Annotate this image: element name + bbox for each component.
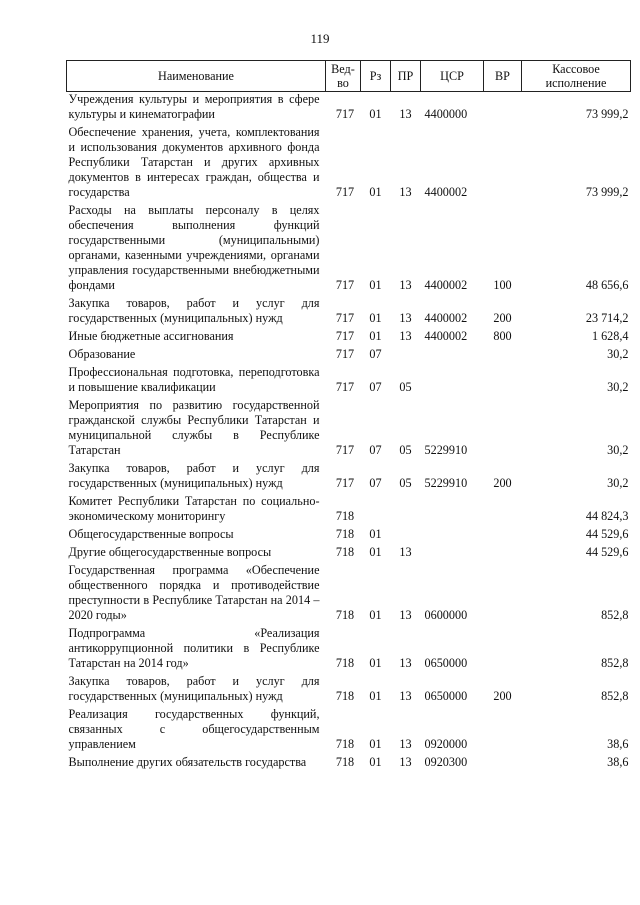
row-vr <box>484 92 522 126</box>
row-pr: 13 <box>399 755 412 769</box>
row-csr: 5229910 <box>424 476 468 490</box>
header-pr: ПР <box>391 61 421 92</box>
table-row <box>67 203 631 296</box>
row-name: Обеспечение хранения, учета, комплектования и использования документов архивного фонда Республики Татарстан и других архивных документов в интересах граждан, общества и государства <box>68 125 320 199</box>
table-row <box>67 92 631 126</box>
row-name: Мероприятия по развитию государственной гражданской службы Республики Татарстан и муниципальной службы в Республике Татарстан <box>68 398 320 457</box>
header-sum <box>522 61 631 92</box>
table-row <box>67 125 631 203</box>
table-row <box>67 626 631 674</box>
row-pr: 13 <box>399 329 412 343</box>
row-csr: 0650000 <box>424 689 468 703</box>
row-ved: 717 <box>335 347 355 361</box>
header-ved-line1: Вед- <box>331 62 355 76</box>
row-name: Учреждения культуры и мероприятия в сфере культуры и кинематографии <box>68 92 320 121</box>
row-name: Закупка товаров, работ и услуг для государственных (муниципальных) нужд <box>68 296 320 325</box>
row-rz: 01 <box>369 689 382 703</box>
row-csr: 4400002 <box>424 278 468 292</box>
page-number: 119 <box>310 31 330 46</box>
row-pr <box>391 527 421 545</box>
row-name: Закупка товаров, работ и услуг для государственных (муниципальных) нужд <box>68 674 320 703</box>
row-csr: 0650000 <box>424 656 468 670</box>
row-vr <box>484 494 522 527</box>
row-name: Образование <box>68 347 136 361</box>
row-ved: 717 <box>335 185 355 199</box>
row-csr <box>421 365 484 398</box>
row-name: Комитет Республики Татарстан по социально-экономическому мониторингу <box>68 494 320 523</box>
row-rz: 07 <box>369 380 382 394</box>
row-sum: 44 824,3 <box>585 509 629 523</box>
row-name: Другие общегосударственные вопросы <box>68 545 272 559</box>
row-csr <box>421 527 484 545</box>
row-pr: 05 <box>399 443 412 457</box>
row-ved: 718 <box>335 545 355 559</box>
row-ved: 717 <box>335 443 355 457</box>
row-name: Подпрограмма «Реализация антикоррупционной политики в Республике Татарстан на 2014 год» <box>68 626 320 670</box>
header-rz: Рз <box>361 61 391 92</box>
row-rz: 01 <box>369 185 382 199</box>
header-csr: ЦСР <box>421 61 484 92</box>
table-row <box>67 347 631 365</box>
row-vr: 100 <box>493 278 512 292</box>
row-pr: 13 <box>399 107 412 121</box>
row-name: Иные бюджетные ассигнования <box>68 329 234 343</box>
row-rz: 01 <box>369 737 382 751</box>
budget-execution-table <box>66 60 631 773</box>
row-vr: 200 <box>493 476 512 490</box>
row-rz: 01 <box>369 527 382 541</box>
row-sum: 73 999,2 <box>585 107 629 121</box>
table-row <box>67 461 631 494</box>
table-row <box>67 329 631 347</box>
row-pr <box>391 494 421 527</box>
row-vr <box>484 398 522 461</box>
table-row <box>67 527 631 545</box>
row-rz: 01 <box>369 329 382 343</box>
row-vr <box>484 755 522 773</box>
row-ved: 718 <box>335 509 355 523</box>
row-ved: 718 <box>335 689 355 703</box>
row-name: Общегосударственные вопросы <box>68 527 234 541</box>
row-csr <box>421 545 484 563</box>
row-rz: 01 <box>369 608 382 622</box>
row-name: Реализация государственных функций, связанных с общегосударственным управлением <box>68 707 320 751</box>
table-row <box>67 707 631 755</box>
table-row <box>67 563 631 626</box>
row-name: Выполнение других обязательств государства <box>68 755 307 769</box>
row-pr: 13 <box>399 278 412 292</box>
row-sum: 44 529,6 <box>585 545 629 559</box>
row-rz: 01 <box>369 311 382 325</box>
row-rz <box>361 494 391 527</box>
row-sum: 852,8 <box>601 689 629 703</box>
row-ved: 718 <box>335 737 355 751</box>
row-ved: 718 <box>335 755 355 769</box>
header-ved <box>326 61 361 92</box>
row-ved: 717 <box>335 311 355 325</box>
row-name: Профессиональная подготовка, переподготовка и повышение квалификации <box>68 365 320 394</box>
row-ved: 718 <box>335 656 355 670</box>
row-vr <box>484 707 522 755</box>
table-row <box>67 755 631 773</box>
row-vr <box>484 545 522 563</box>
row-rz: 07 <box>369 347 382 361</box>
row-ved: 717 <box>335 380 355 394</box>
row-name: Расходы на выплаты персоналу в целях обеспечения выполнения функций государственными (муниципальными) органами, казенными учреждениями, органами управления государственными внебюджетными фондами <box>68 203 320 292</box>
row-sum: 23 714,2 <box>585 311 629 325</box>
row-sum: 38,6 <box>607 755 629 769</box>
row-pr: 13 <box>399 689 412 703</box>
row-csr: 0920300 <box>424 755 468 769</box>
row-rz: 01 <box>369 545 382 559</box>
row-pr <box>391 347 421 365</box>
row-ved: 717 <box>335 329 355 343</box>
row-csr: 0600000 <box>424 608 468 622</box>
table-row <box>67 494 631 527</box>
row-vr <box>484 626 522 674</box>
row-csr: 4400002 <box>424 329 468 343</box>
table-row <box>67 296 631 329</box>
row-csr: 4400002 <box>424 185 468 199</box>
table-row <box>67 674 631 707</box>
row-csr: 4400000 <box>424 107 468 121</box>
row-vr <box>484 365 522 398</box>
row-sum: 44 529,6 <box>585 527 629 541</box>
header-sum-line2: исполнение <box>545 76 607 90</box>
row-vr <box>484 563 522 626</box>
table-row <box>67 398 631 461</box>
row-ved: 718 <box>335 608 355 622</box>
row-sum: 73 999,2 <box>585 185 629 199</box>
row-csr: 4400002 <box>424 311 468 325</box>
row-name: Государственная программа «Обеспечение общественного порядка и противодействие преступности в Республике Татарстан на 2014 – 2020 годы» <box>68 563 320 622</box>
row-vr: 200 <box>493 311 512 325</box>
row-sum: 1 628,4 <box>591 329 629 343</box>
row-rz: 07 <box>369 476 382 490</box>
row-ved: 717 <box>335 476 355 490</box>
header-sum-line1: Кассовое <box>552 62 600 76</box>
row-sum: 30,2 <box>607 476 629 490</box>
table-row <box>67 545 631 563</box>
row-rz: 01 <box>369 107 382 121</box>
row-pr: 13 <box>399 185 412 199</box>
row-sum: 852,8 <box>601 656 629 670</box>
row-vr <box>484 527 522 545</box>
row-pr: 05 <box>399 380 412 394</box>
row-sum: 48 656,6 <box>585 278 629 292</box>
table-row <box>67 365 631 398</box>
row-rz: 01 <box>369 755 382 769</box>
row-sum: 30,2 <box>607 380 629 394</box>
row-csr <box>421 494 484 527</box>
header-name: Наименование <box>67 61 326 92</box>
row-sum: 30,2 <box>607 347 629 361</box>
row-sum: 38,6 <box>607 737 629 751</box>
row-sum: 852,8 <box>601 608 629 622</box>
row-csr: 0920000 <box>424 737 468 751</box>
row-pr: 13 <box>399 545 412 559</box>
header-vr: ВР <box>484 61 522 92</box>
row-pr: 13 <box>399 311 412 325</box>
header-ved-line2: во <box>337 76 349 90</box>
row-csr <box>421 347 484 365</box>
row-csr: 5229910 <box>424 443 468 457</box>
row-pr: 13 <box>399 656 412 670</box>
row-rz: 01 <box>369 278 382 292</box>
row-name: Закупка товаров, работ и услуг для государственных (муниципальных) нужд <box>68 461 320 490</box>
table-body <box>67 92 631 774</box>
row-sum: 30,2 <box>607 443 629 457</box>
row-pr: 13 <box>399 737 412 751</box>
row-ved: 717 <box>335 107 355 121</box>
row-vr <box>484 347 522 365</box>
row-rz: 07 <box>369 443 382 457</box>
row-pr: 05 <box>399 476 412 490</box>
row-ved: 718 <box>335 527 355 541</box>
row-ved: 717 <box>335 278 355 292</box>
table-header-row <box>67 61 631 92</box>
row-vr <box>484 125 522 203</box>
row-rz: 01 <box>369 656 382 670</box>
row-vr: 800 <box>493 329 512 343</box>
row-vr: 200 <box>493 689 512 703</box>
row-pr: 13 <box>399 608 412 622</box>
